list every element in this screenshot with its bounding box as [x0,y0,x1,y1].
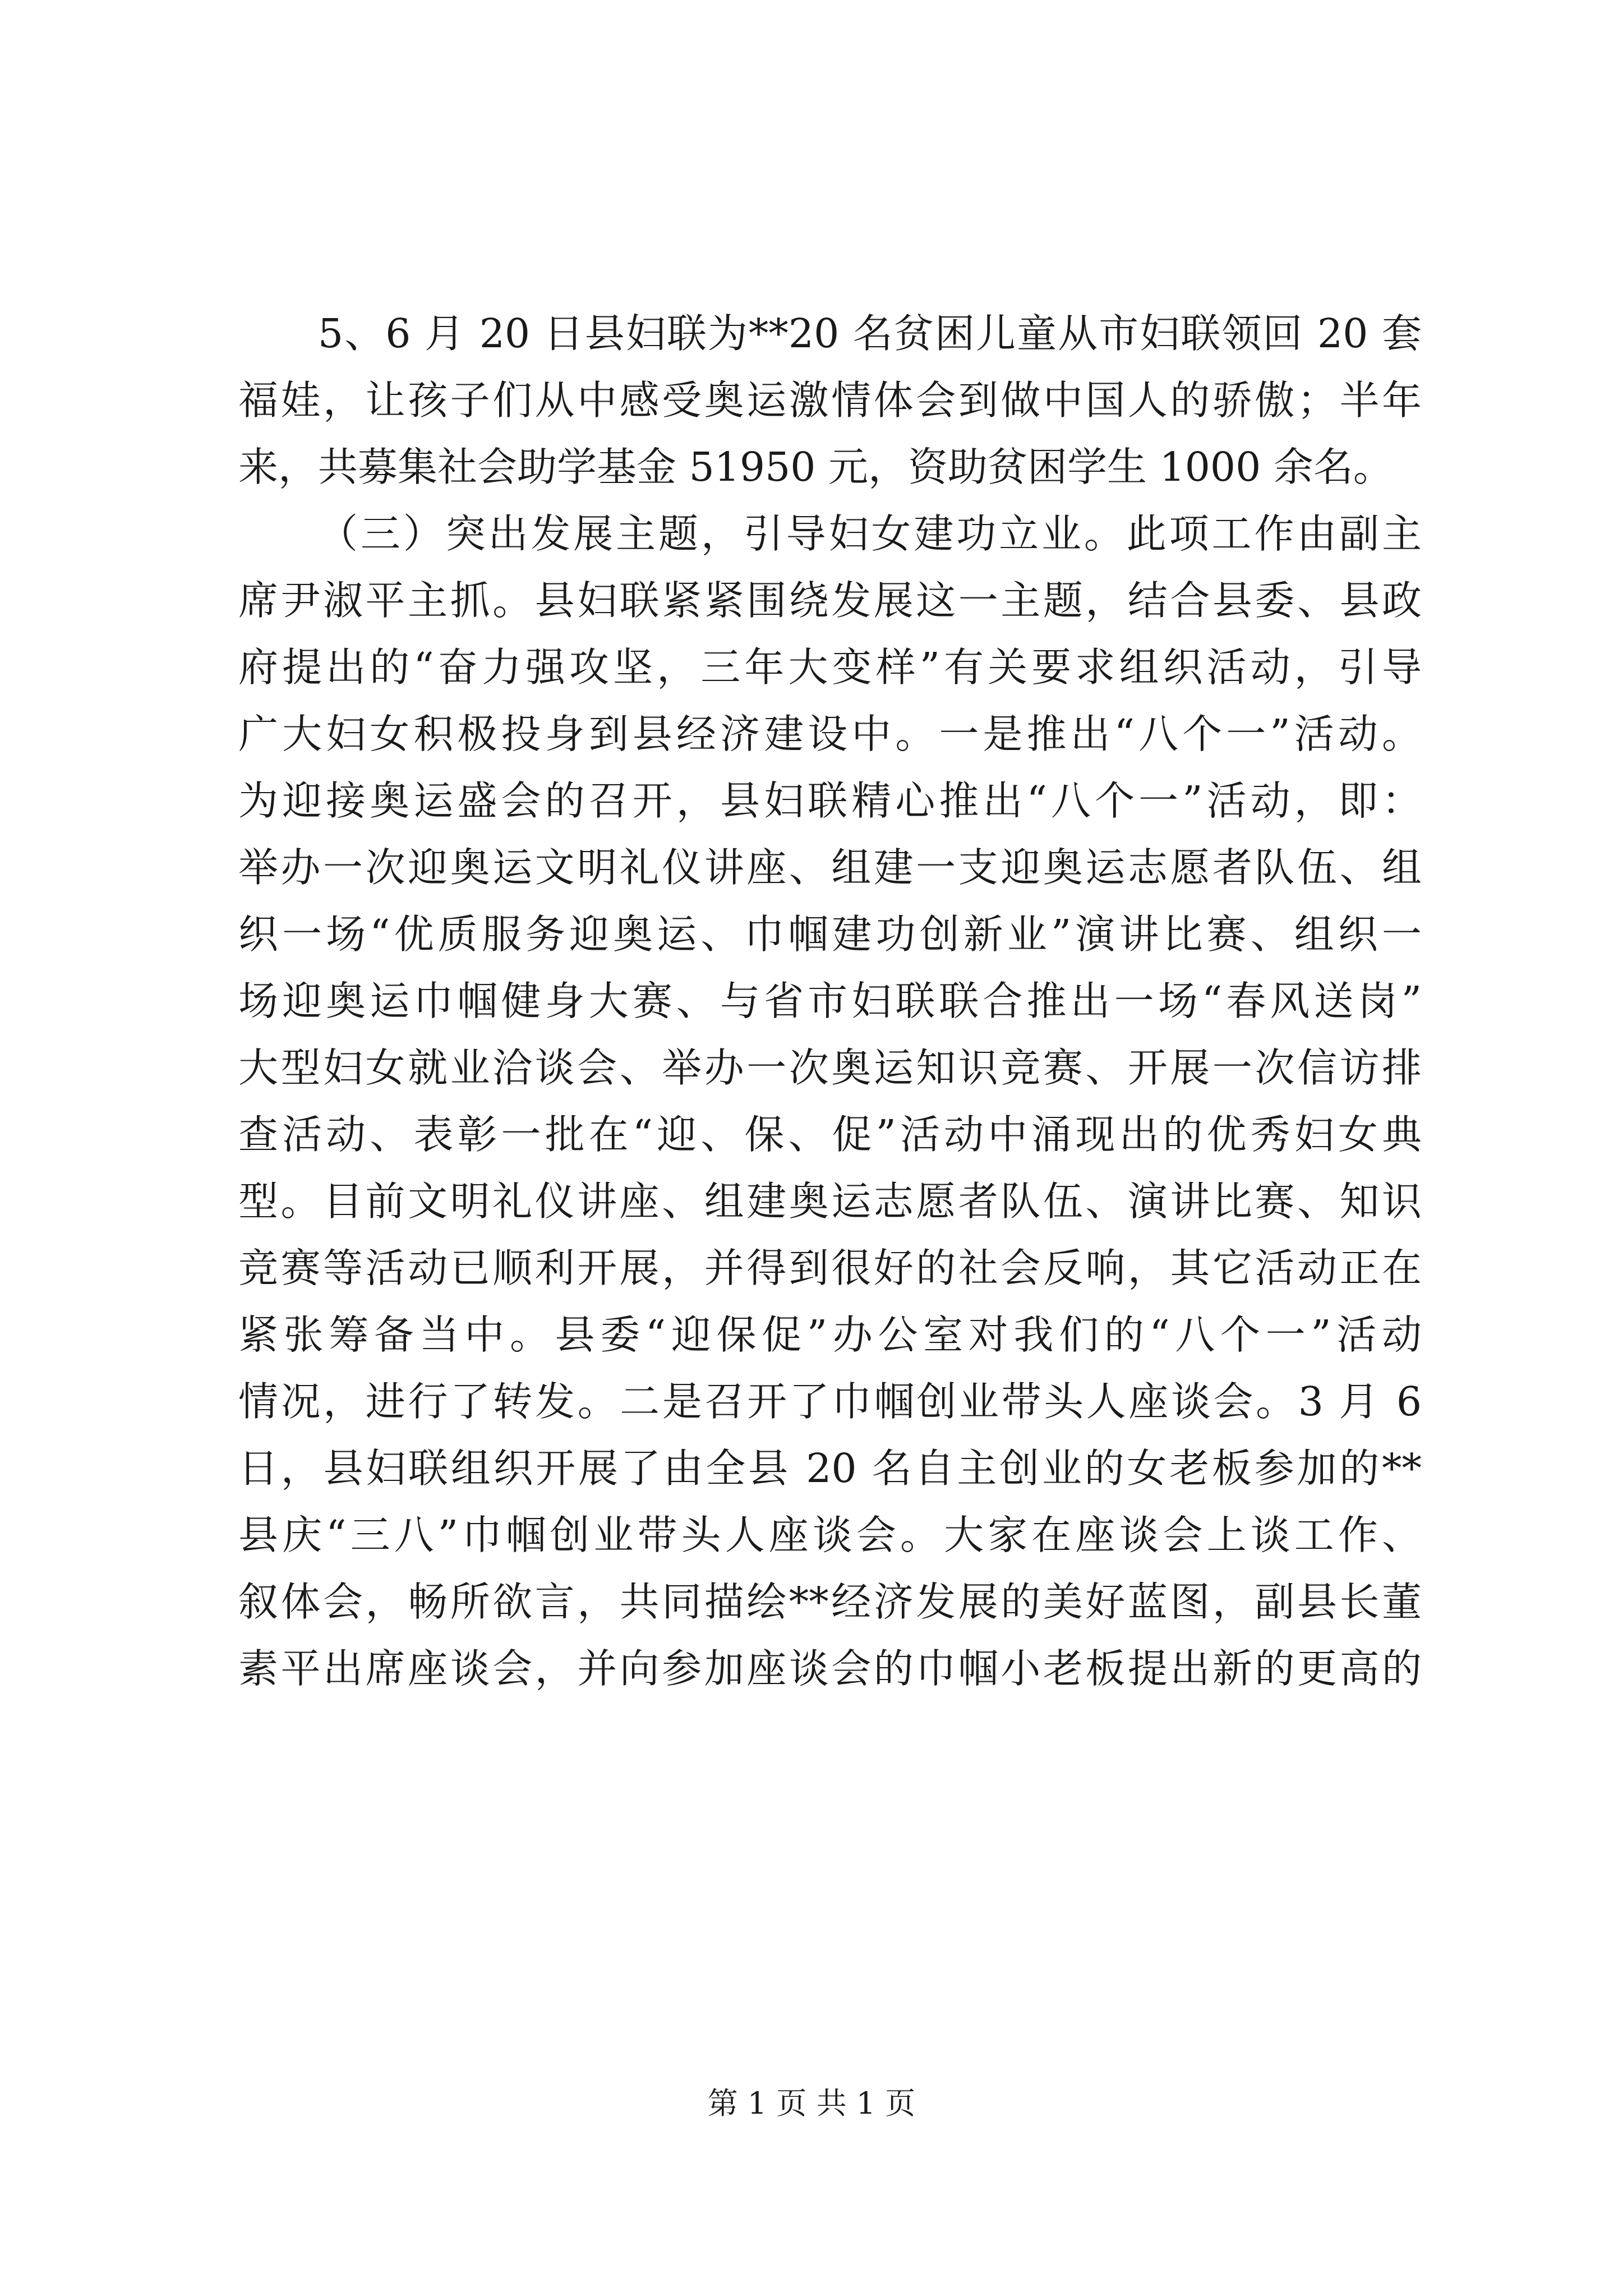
paragraph-line: 府提出的“奋力强攻坚，三年大变样”有关要求组织活动，引导 [238,644,1422,691]
paragraph-line: 举办一次迎奥运文明礼仪讲座、组建一支迎奥运志愿者队伍、组 [238,844,1422,891]
page-footer: 第 1 页 共 1 页 [707,2086,916,2121]
paragraph-line: 席尹淑平主抓。县妇联紧紧围绕发展这一主题，结合县委、县政 [238,577,1422,624]
paragraph-line: 型。目前文明礼仪讲座、组建奥运志愿者队伍、演讲比赛、知识 [238,1178,1422,1225]
paragraph-line: 大型妇女就业洽谈会、举办一次奥运知识竞赛、开展一次信访排 [238,1045,1422,1091]
paragraph-line: 情况，进行了转发。二是召开了巾帼创业带头人座谈会。3 月 6 [238,1378,1422,1425]
paragraph-line: 县庆“三八”巾帼创业带头人座谈会。大家在座谈会上谈工作、 [238,1512,1422,1558]
paragraph-line: 素平出席座谈会，并向参加座谈会的巾帼小老板提出新的更高的 [238,1645,1422,1692]
paragraph-line: 叙体会，畅所欲言，共同描绘**经济发展的美好蓝图，副县长董 [238,1579,1422,1625]
paragraph-line: 福娃，让孩子们从中感受奥运激情体会到做中国人的骄傲；半年 [238,377,1422,424]
paragraph-line: 查活动、表彰一批在“迎、保、促”活动中涌现出的优秀妇女典 [238,1111,1422,1158]
paragraph-line: 5、6 月 20 日县妇联为**20 名贫困儿童从市妇联领回 20 套 [318,310,1422,357]
paragraph-line: （三）突出发展主题，引导妇女建功立业。此项工作由副主 [318,510,1422,557]
document-body [238,300,1422,1702]
paragraph-line: 广大妇女积极投身到县经济建设中。一是推出“八个一”活动。 [238,711,1422,757]
paragraph-line: 竞赛等活动已顺利开展，并得到很好的社会反响，其它活动正在 [238,1245,1422,1291]
paragraph-line: 场迎奥运巾帼健身大赛、与省市妇联联合推出一场“春风送岗” [238,978,1422,1024]
paragraph-line: 来，共募集社会助学基金 51950 元，资助贫困学生 1000 余名。 [238,444,1393,490]
paragraph-line: 为迎接奥运盛会的召开，县妇联精心推出“八个一”活动，即： [238,777,1422,824]
paragraph-line: 织一场“优质服务迎奥运、巾帼建功创新业”演讲比赛、组织一 [238,911,1422,958]
paragraph-line: 日，县妇联组织开展了由全县 20 名自主创业的女老板参加的** [238,1445,1422,1492]
paragraph-line: 紧张筹备当中。县委“迎保促”办公室对我们的“八个一”活动 [238,1312,1422,1358]
